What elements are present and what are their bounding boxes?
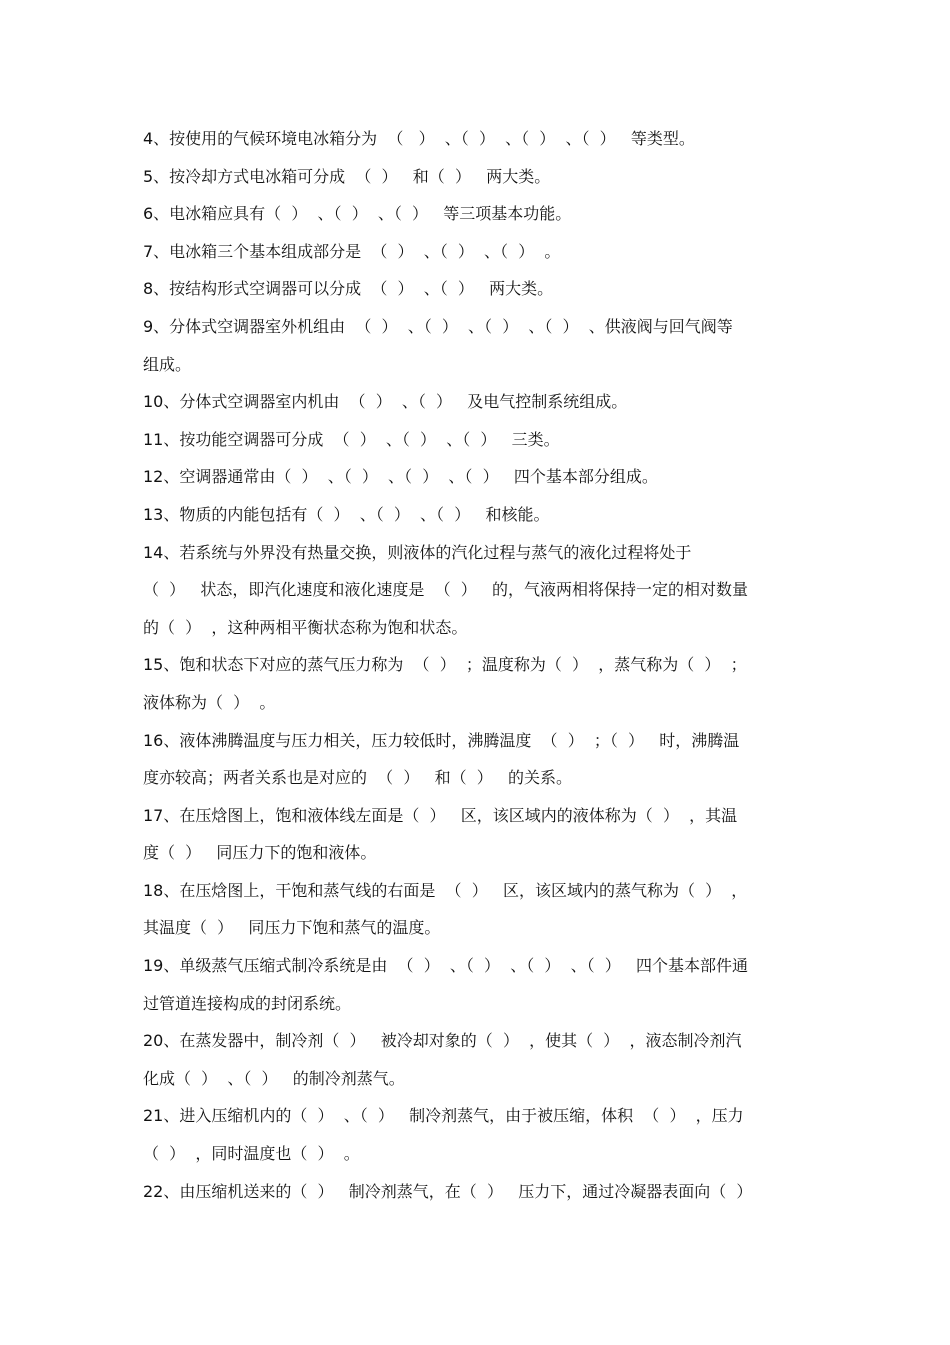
text-line: 11、按功能空调器可分成 （ ） 、（ ） 、（ ） 三类。 [143, 429, 560, 449]
text-line: 22、由压缩机送来的（ ） 制冷剂蒸气，在（ ） 压力下，通过冷凝器表面向（ ） [143, 1181, 753, 1201]
text-line: 14、若系统与外界没有热量交换，则液体的汽化过程与蒸气的液化过程将处于 [143, 542, 692, 562]
text-line: 9、分体式空调器室外机组由 （ ） 、（ ） 、（ ） 、（ ） 、供液阀与回气阀等 [143, 316, 733, 336]
text-line: 17、在压焓图上，饱和液体线左面是（ ） 区，该区域内的液体称为（ ） ，其温 [143, 805, 738, 825]
text-line: 21、进入压缩机内的（ ） 、（ ） 制冷剂蒸气，由于被压缩，体积 （ ） ，压力 [143, 1106, 744, 1126]
text-line: 19、单级蒸气压缩式制冷系统是由 （ ） 、（ ） 、（ ） 、（ ） 四个基本部件通 [143, 956, 748, 976]
text-line: 10、分体式空调器室内机由 （ ） 、（ ） 及电气控制系统组成。 [143, 392, 628, 412]
text-line: 的（ ） ，这种两相平衡状态称为饱和状态。 [143, 617, 468, 637]
text-line: 15、饱和状态下对应的蒸气压力称为 （ ） ；温度称为（ ） ，蒸气称为（ ） ； [143, 655, 747, 675]
text-line: 液体称为（ ） 。 [143, 692, 276, 712]
question-list [143, 120, 811, 1210]
text-line: 度亦较高；两者关系也是对应的 （ ） 和（ ） 的关系。 [143, 768, 573, 788]
text-line: 12、空调器通常由（ ） 、（ ） 、（ ） 、（ ） 四个基本部分组成。 [143, 467, 658, 487]
text-line: 20、在蒸发器中，制冷剂（ ） 被冷却对象的（ ） ，使其（ ） ，液态制冷剂汽 [143, 1031, 742, 1051]
text-line: 16、液体沸腾温度与压力相关，压力较低时，沸腾温度 （ ） ；（ ） 时，沸腾温 [143, 730, 740, 750]
text-line: 7、电冰箱三个基本组成部分是 （ ） 、（ ） 、（ ） 。 [143, 241, 561, 261]
text-line: 组成。 [143, 354, 192, 374]
text-line: 5、按冷却方式电冰箱可分成 （ ） 和（ ） 两大类。 [143, 166, 551, 186]
text-line: 度（ ） 同压力下的饱和液体。 [143, 843, 377, 863]
text-line: 过管道连接构成的封闭系统。 [143, 993, 352, 1013]
text-line: 18、在压焓图上，干饱和蒸气线的右面是 （ ） 区，该区域内的蒸气称为（ ） ， [143, 880, 748, 900]
text-line: 化成（ ） 、（ ） 的制冷剂蒸气。 [143, 1068, 405, 1088]
text-line: （ ） ，同时温度也（ ） 。 [143, 1144, 360, 1164]
text-line: 4、按使用的气候环境电冰箱分为 （ ） 、（ ） 、（ ） 、（ ） 等类型。 [143, 129, 695, 148]
text-line: （ ） 状态，即汽化速度和液化速度是 （ ） 的，气液两相将保持一定的相对数量 [143, 580, 749, 600]
text-line: 6、电冰箱应具有（ ） 、（ ） 、（ ） 等三项基本功能。 [143, 204, 572, 224]
text-line: 8、按结构形式空调器可以分成 （ ） 、（ ） 两大类。 [143, 279, 554, 299]
text-line: 其温度（ ） 同压力下饱和蒸气的温度。 [143, 918, 441, 938]
text-line: 13、物质的内能包括有（ ） 、（ ） 、（ ） 和核能。 [143, 504, 550, 524]
